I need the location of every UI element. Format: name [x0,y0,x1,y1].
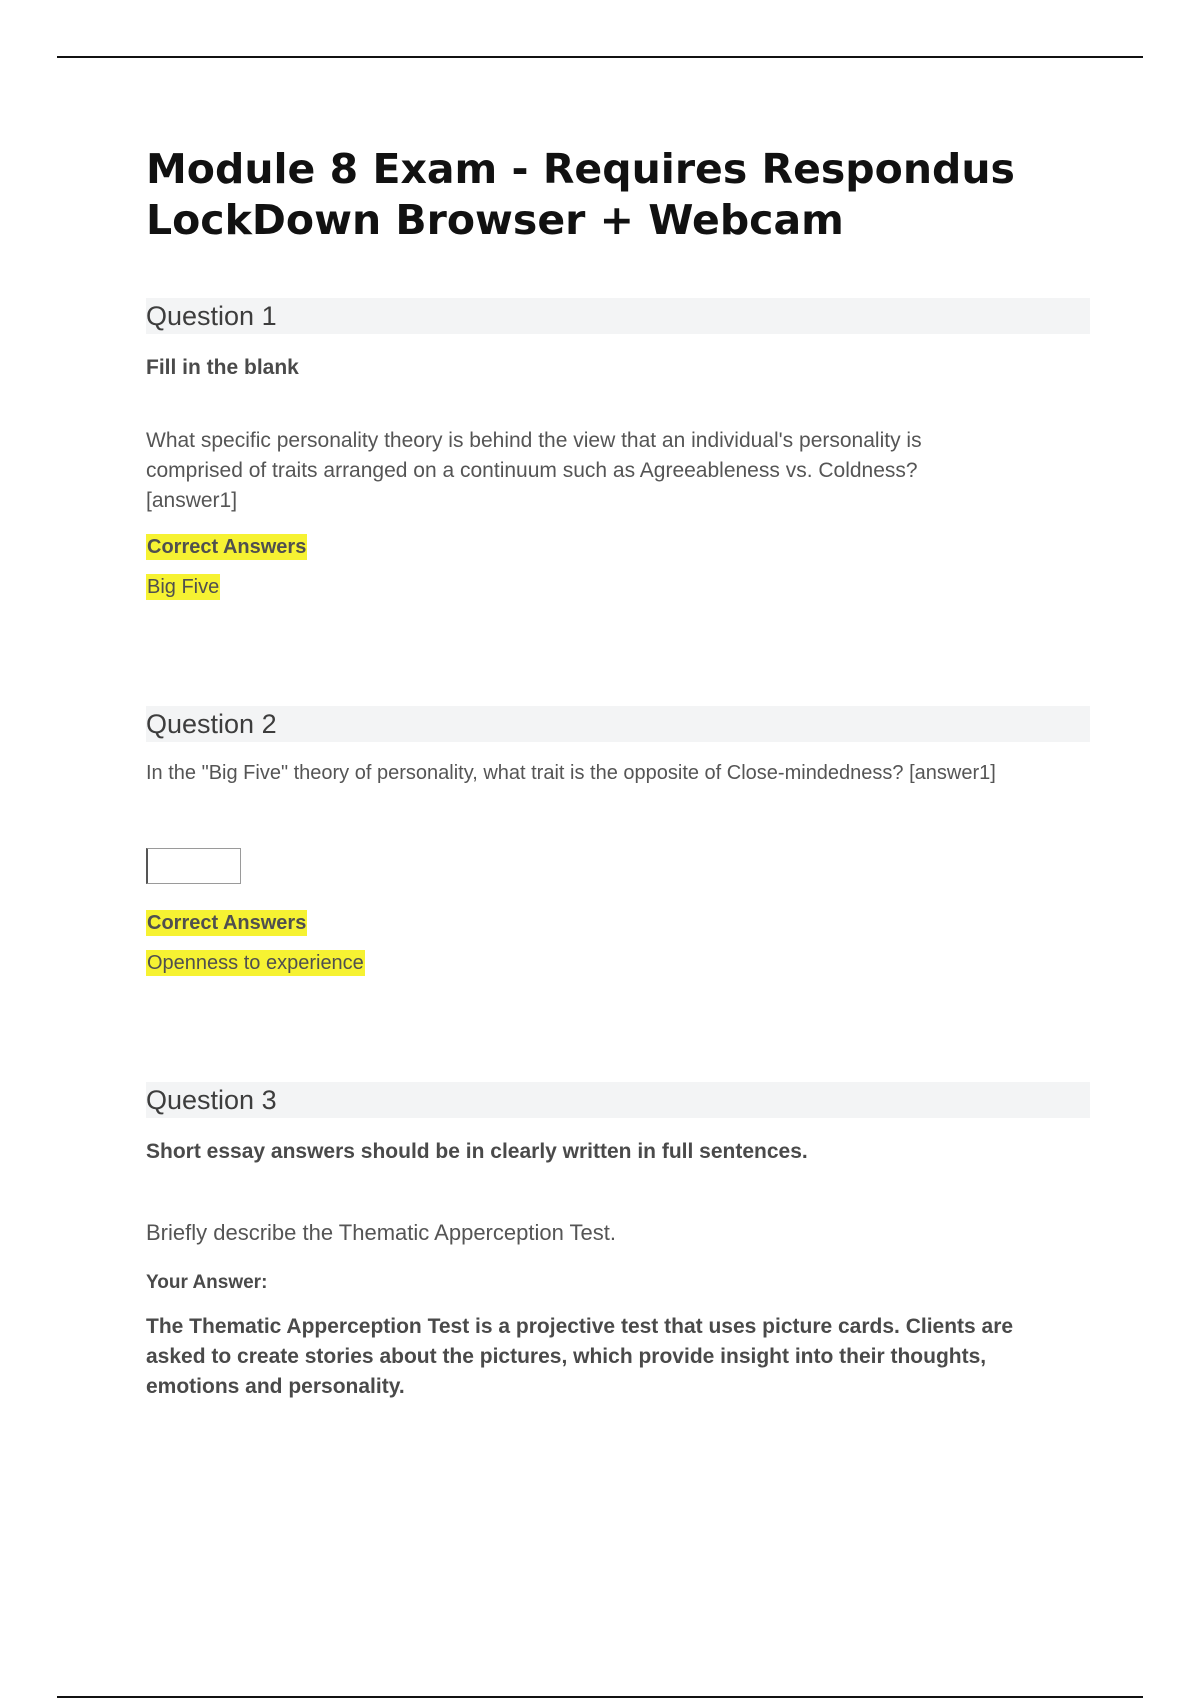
question-2 [146,706,1090,976]
question-3-answer-line-3: emotions and personality. [146,1375,405,1398]
question-1-prompt-line-1: What specific personality theory is behind the view that an individual's personality is [146,429,922,452]
question-2-header: Question 2 [146,706,1090,742]
question-3-answer-text [146,1312,1090,1402]
question-2-correct-answer: Openness to experience [147,952,364,974]
question-3 [146,1082,1090,1402]
question-3-answer-line-1: The Thematic Apperception Test is a projective test that uses picture cards. Clients are [146,1315,1014,1338]
question-1-correct-answer-row [146,574,1090,600]
question-1-prompt [146,426,1090,516]
question-2-prompt: In the "Big Five" theory of personality, what trait is the opposite of Close-mindedness? [answer1] [146,762,996,784]
question-1-correct-answer: Big Five [147,576,220,598]
question-2-correct-label: Correct Answers [147,912,307,934]
question-1-instruction: Fill in the blank [146,356,299,379]
bottom-rule [57,1696,1143,1698]
question-1-header: Question 1 [146,298,1090,334]
question-3-prompt: Briefly describe the Thematic Apperception Test. [146,1220,616,1245]
question-1-correct-label-row [146,534,1090,560]
question-1-prompt-line-3: [answer1] [146,489,238,512]
question-2-correct-answer-row [146,950,1090,976]
exam-title-line-1: Module 8 Exam - Requires Respondus [146,145,1015,193]
question-2-correct-label-row [146,910,1090,936]
question-1-correct-label: Correct Answers [147,536,307,558]
exam-document [146,144,1090,1402]
your-answer-label: Your Answer: [146,1272,268,1293]
exam-title [146,144,1090,246]
question-1 [146,298,1090,600]
question-2-answer-input[interactable] [146,848,241,884]
question-3-header: Question 3 [146,1082,1090,1118]
top-rule [57,56,1143,58]
question-1-prompt-line-2: comprised of traits arranged on a continuum such as Agreeableness vs. Coldness? [146,459,918,482]
exam-title-line-2: LockDown Browser + Webcam [146,196,844,244]
question-3-answer-line-2: asked to create stories about the pictures, which provide insight into their thoughts, [146,1345,987,1368]
question-3-instruction: Short essay answers should be in clearly written in full sentences. [146,1140,808,1163]
